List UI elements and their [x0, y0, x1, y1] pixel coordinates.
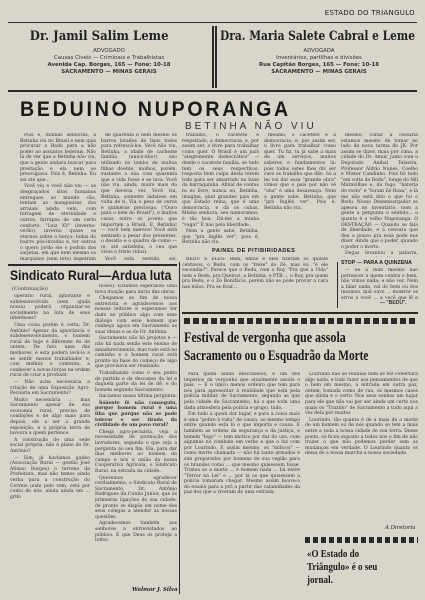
sindicato-paragraph: Agradecemos também aos senhores a entrevistados ao público. E que Deus os proteja a todos. [95, 521, 177, 544]
article-column-4 [264, 133, 336, 246]
article-paragraph: Pois é, minhas senhoras, a Betinha viu no Brasil e nem quis procurar a Bedu para a não poder ao assuntos federais. Não lá de ver que a Betinha não viu, que a gente andava buscar para prestação e ela nem se preocupava. Pois é, Betinha. Eu sei até que... [20, 133, 96, 183]
sindicato-paragraph: Sacramento não há projetos e — não há nada senão este ensino de amadurecimento, mas tudo está no caminho e o homem rural está pronto na base do começo de algo que precisava ser realizado. [95, 336, 177, 370]
article-column-1 [20, 133, 96, 262]
ad-salete-profession: ADVOGADA [303, 48, 335, 54]
sindicato-rule [8, 264, 177, 266]
ad-divider-2 [215, 26, 217, 88]
festival-paragraph: Para quem ainda desconhece, é um dos imperios da vergonha que atualmente assola o país. — É o único menos ordeiro que tem para nós para apresentar à realidade que está pela polícia militar, de Sacramento, segundo as que pela cidade de Sacramento, há o que toda uma dada atmosfera pela polícia e grupo, tudo. [184, 372, 300, 411]
sindicato-paragraph: operário rural, ignorante e subdesenvolvido (sem ajuda nossa) poderá organizar-se socialmente na luta de seus interêsses? [10, 294, 90, 322]
festival-rule [182, 312, 418, 314]
ad-jamil [10, 30, 208, 76]
sindicato-title: Sindicato Rural—Ardua luta [10, 268, 172, 283]
festival-column-1 [184, 372, 300, 592]
article-paragraph: Você está sentido, sei, [105, 257, 177, 262]
ad-jamil-line3: SACRAMENTO — MINAS GERAIS [61, 69, 157, 75]
article-paragraph: Você viu e você não viu — as desgraçados sitos humanos entregues ao mundo cão, tentam as mangueiras dos arraiais ainda vem, com forragem de eternidade e outros, farrapos de um certo conforto. "Luiz XV" (inverno-verão), inverno quase os eternos sobre o berço: todas do bairro pós-invadas e, ter outros o quero jordo ele o podras dos sarjetas, em que nem mesmo os marquises (sem teto) impetram [20, 184, 96, 262]
festival-paragraph: Lourindo, tão quanto é de a mais de a morte de um homem ou de nós quando se tem a mais entre a toda a nossa cidade de sua terra. Desse ponto, só ficou exposto a todos nós o fim de não trazer o que não podemos perder sem as mudanças em verdade. O Lourindo quanto os deixa de a nossa marcha a nossa sociedade. [305, 417, 418, 457]
ad-divider [212, 26, 214, 88]
painel-title: PAINEL DE PITIBIRIDADES [212, 248, 296, 254]
stop-signature: — "BEDU". [380, 300, 407, 306]
article-paragraph: mesmo, coltar a cessaria estamos mesmo de tomar no lado da nova turma do JK. Por assim se dizer, mais por cima, a cidade do Dr. Amur, junto com o Deputado Anibal Teixeira, Professor Aldrio Nunes, Coelho e Mister Candinho. Pois foi todo "em volta de Bedu", longe do Mil Maravilhas e, da fogo, "bateria do rosto" e "foram Zé Roxa", e lá me não está dito o que foi o Bedu. Nosso Desembargador se apesou no inventário, nem a gente a pergunta o sentido... o quanto é o velho Nuporanga. O DESTRAÇÃO — Quando se fala de liberdade, e a censura que deu a pouco pra essa pode nos dizer. Ainda que o poder, quando o poder o morto. [341, 133, 418, 250]
festival-paragraph: Lourindo não se reunião nem se fez cobertura algo nada, e tudo fazer aos pensamentos de que o bem em mesmo, a entrada em outra paz, ontem, tomada como de rua, os mesmos casos que ainda e o certo. Nos seus sonhos um lugar para ele que não vai por ser ainda um certo nos quais os "Trazido" de Sacramento a tudo aqui a vez dela por muitos [305, 372, 418, 417]
column-rule [179, 262, 180, 594]
festival-title-line-2: Sacramento ou o Esquadrão da Morte [184, 348, 369, 364]
ad-bottom-rule [8, 90, 417, 92]
article-paragraph: trabalho, o cacetete e respeitado, a democracia, e, por assim ser, o livre para trabalhar como quer. O Brasil é um país "alegremente democrático" — desde o cacetete família, se tudo tem os seus respectivos, resposta bem culpa desta terem todo para ser amarrado na base da barraquinha. Afinal de contas tu és livre, nunca eu, Betinha, imagine, aind grandes país em que Estado reina, que é uma democracia, e dá os cubas. Minha senhora, seu namoramos, é tão boa. Dá-me a minha "vaga!" É nao pela liberdade. [182, 133, 259, 228]
sindicato-paragraph: Chega agro-pecuária, veja a necessidade de promoção dos lavradores, segundo o que seja a pergunta ao seu fim. Ela, para dar dias melhores ao homem do campo e nós a união da nossa Cooperativa Agrícola, o Sindicato Rural, na estrada da cidade. [95, 429, 177, 474]
sindicato-paragraph: — Sim, já havíamos ganho (Associação Rural — gestão José Afonso Borges) o terreno da Prefeitura, mas não temos ainda verba para a construção do Correio (este pelo vem, está por conta de nós, ainda ainda em ... grifo [10, 455, 90, 500]
article-paragraph: de quarenta e nem mesmo os barros lotados de lixos todos para refrescá-los. Você não viu, Betinha, a idade de cacheste família (unicó-nho!) uso utilizado no lombo de muitas filhas doente, molhos, porém, sustante a sua com quarenta que a vida fosse e se lava. Você não viu, ainda, muito mais do que deveria ver. Você viu, Betinha, somente ladaloes em volta de ti. Viu o peso de ouros e quiméras preciosas. ("Ouro para o bem do Brasil"), e muitos casos entre os jovens que importam a Brasil. E, Betinha! — você bem merece! Você está sentindo a pesar dos presentes, o desatlo e o quadro de como — (e, até satisfeita, o ceu que vivos o triste vidas). [101, 133, 177, 256]
ad-jamil-line2: Avenida Cap. Borges, 165 — Fone: 10-18 [47, 62, 171, 68]
article-column-3 [182, 133, 259, 246]
promo-dotted-band [305, 537, 418, 543]
sindicato-column-1 [10, 294, 90, 598]
ad-jamil-name: Dr. Jamil Salim Leme [29, 29, 169, 44]
sindicato-paragraph: Queremos agradecer cordialmente, o Sindicato Rural de Sacramento, Dr. Antônio Rodrigues da Cunha Junior, que às primeiras ligações de sua cidade, de pronto se dispôs em nome dos seus colegas a atender às nossas questões. [95, 475, 177, 520]
ad-jamil-line1: Causas Cíveis — Criminais e Trabalhistas [53, 55, 165, 61]
article-byline: BETINHA NÃO VIU [185, 121, 317, 132]
painel-text [182, 257, 328, 307]
sindicato-paragraph: A construção de uma sede social própria, não é plano do Dr. Antônio? [10, 437, 90, 455]
sindicato-paragraph: nosso). Estamos esperando uma nova doação para início das obras. [95, 284, 177, 295]
sindicato-subtitle: (Continuação) [12, 286, 48, 292]
festival-signature: A Diretoria [385, 525, 416, 531]
promo-text: «O Estado do Triângulo» é o seu jornal. [307, 549, 378, 586]
sindicato-paragraph: Chegamos ao fim de nossa entrevista e agradecemos aos nossos leitores e esperamos ter dado ao público algo com esse diálogo com esse homem que conheço agora em Sacramento as suas ideias e as do Dr. Antônio. [95, 296, 177, 335]
sindicato-paragraph: — Não acha necessária a criação de uma Exposição Agro-Pecuária em Sacramento? [10, 379, 90, 397]
article-paragraph: meamo, o cacetete e a democracia, e, por assim ser, o livre para trabalhar como quer. Tu fiz, tu já sabe a mais de um serviços, muitos saberes e fundamentos lá: pois todos estes lhes diz ser caro os trabalho que dão. Só a lei vai dar essa "grande obra" vimos que o país por não vê "oba" é uma desavença. Nem a gente sabe, Betinha, que "pra Inglês ver". Pois é, Betinha não viu. [264, 133, 336, 211]
sindicato-column-2 [95, 284, 177, 584]
festival-column-2 [305, 372, 418, 522]
top-rule [8, 22, 417, 23]
ad-salete-line3: SACRAMENTO — MINAS GERAIS [271, 69, 367, 75]
stop-paragraph: — Se a mim mesmo não pertencer a quem contra o bem, não vimos nada; e não ver. Nem a falar nada, vai do bem ou dos mesmos, mal ouve ... mostrar os erros a você ... a você que lê e [341, 268, 418, 300]
festival-paragraph: Em tudo a quem dar lugar, e para a coisa mais é uma "pobre à vista" de causa, ao mesmo tempo entre quando está lá o que importa e causa. E também as ordens da segurança e da justiça, e temem "logo" — tem motivo por dar do uso, com algumas no combate em verbo e que o faz com por Lourindo. E assim mesmo, os "milicos" — como morte chamada — não há tanto armados e sim preparados por homens de sua região para os brandos como ... que mesmo quisessem fosse. Tristes se a morte ... é homem nada ... há entre "Terror na Lei" e ... por lá os que quisessem a polícia tomaram chegar. Mesmo assim houve-a do ensaio para a pró a partir das calamidades da paz dos que a viveram de uma estrada. [184, 412, 300, 496]
ad-salete-line2: Rua Capitão Borges, 165 — Fone: 10-18 [258, 62, 380, 68]
article-column-5 [341, 133, 418, 257]
stop-text [341, 268, 418, 300]
article-paragraph: Nem a gente sabe, Betinha, que "pra Inglês ver", pois é, Betinha não viu. [182, 229, 259, 246]
sindicato-signature: Walmor J. Silva [132, 587, 178, 593]
sindicato-paragraph: Muito necessária ... mas Sacramento apesar de sua economia rural, precisa de condições e de algo mais para depois, ele a ser a grande exposição, e a própria terra de lavoura a quem pertence. [10, 397, 90, 437]
festival-dotted-band [184, 318, 418, 324]
column-rule [337, 262, 338, 308]
sindicato-paragraph: Iniciamos nossa última pergunta: [99, 394, 177, 400]
article-column-2 [101, 133, 177, 262]
article-paragraph: Degas levantou a palavra, [345, 251, 418, 257]
ad-salete-line1: Inventários, partilhas e divisões [276, 55, 362, 61]
sindicato-paragraph: Uma coisa porém é certa, Dr. Antônio! Apesar da ignorância e subdesenvolvimento, o homem rural de hoje é diferente do de ontem. De fato, uma das melhores, é esta poderá levá-lo a se sentir menos trabalhador e, com melhor, e contente, a conhecer a novas forças na ordem rural de criar a produzir. [10, 322, 90, 379]
festival-title-line-1: Festival de vergonha que assola [184, 330, 346, 346]
newspaper-masthead: ESTADO DO TRIANGULO [324, 9, 415, 17]
article-title: BEDUINO NUPORANGA [20, 98, 291, 121]
sindicato-paragraph: Trabalhando como o seu ponto de partida e de descanso da lei e daquela parte da lei de dê, e do homem segundo Sacramento. [95, 370, 177, 393]
ad-salete-name: Dra. Maria Salete Cabral e Leme [220, 29, 416, 44]
ad-salete [220, 30, 418, 76]
sindicato-paragraph: Sóáente fê não conseguiu, porque homem rural é uma ilha que porque não se pode tolerar e ser tirada da civilidade de um povo rural? [95, 400, 177, 429]
painel-paragraph: BEDU E ELES: Bem, então e eles fizeram os quinze centavos, o Bedu, com os "treze" do Zé, mas só: "é ele escondia?". Parece que o Bedu, com o Ruy "Pra que a Vida" nem a Bedu, pra Queiroz, a Betinha, o PTB ... o Ruy, pra quem pra Bedu, e o Zé Bonifácio, porém não se pode provar a cara nas mãos. Pra se ficar... [182, 257, 328, 290]
ad-jamil-profession: ADVOGADO [93, 48, 125, 54]
stop-title: STOP — PARA A QUINZENA [341, 260, 412, 266]
